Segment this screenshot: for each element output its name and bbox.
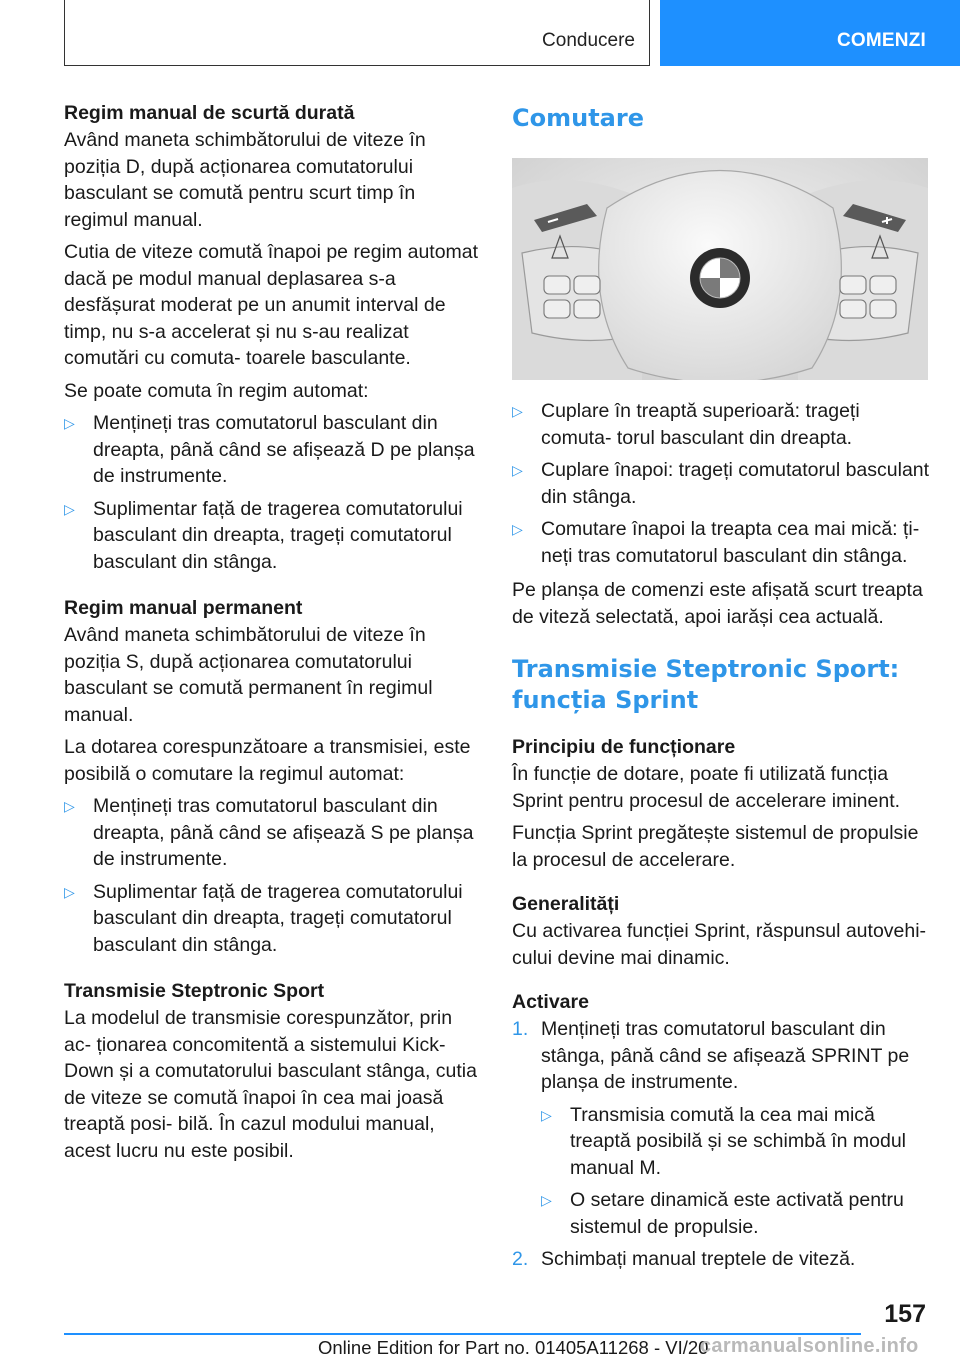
paragraph: În funcție de dotare, poate fi utilizată funcția Sprint pentru procesul de accelerare iminent. — [512, 763, 901, 812]
list-item: ▷ Mențineți tras comutatorul basculant din dreapta, până când se afișează S pe planșa de instrumente. — [64, 795, 474, 870]
heading-steptronic-sport: Transmisie Steptronic Sport — [64, 980, 325, 1002]
triangle-right-icon: ▷ — [64, 500, 75, 517]
paragraph: Având maneta schimbătorului de viteze în poziția D, după acționarea comutatorului basculant se comută pentru scurt timp în regimul manual. — [64, 129, 426, 231]
list-item: ▷ O setare dinamică este activată pentru sistemul de propulsie. — [541, 1189, 904, 1238]
triangle-right-icon: ▷ — [541, 1192, 552, 1208]
paragraph: Funcția Sprint pregătește sistemul de propulsie la procesul de accelerare. — [512, 822, 919, 871]
triangle-right-icon: ▷ — [64, 798, 75, 814]
page-number: 157 — [884, 1300, 926, 1328]
triangle-right-icon: ▷ — [512, 462, 523, 478]
paragraph: La modelul de transmisie corespunzător, prin ac‐ ționarea concomitentă a sistemului Kick-Down și a comutatorului basculant stânga, cutia de viteze se comută înapoi în cea mai joasă treaptă posi‐ bilă. În cazul modului manual, acest lucru nu este posibil. — [64, 1007, 477, 1162]
right-column — [512, 100, 930, 1279]
heading-permanent-manual: Regim manual permanent — [64, 597, 303, 619]
triangle-right-icon: ▷ — [64, 883, 75, 900]
heading-sprint-function: Transmisie Steptronic Sport: funcția Sprint — [512, 655, 900, 714]
header-chapter-title: COMENZI — [836, 30, 926, 51]
watermark: carmanualsonline.info — [700, 1335, 919, 1357]
triangle-right-icon: ▷ — [512, 521, 523, 537]
heading-general: Generalități — [512, 893, 620, 915]
footer-edition: Online Edition for Part no. 01405A11268 - VI/20 — [318, 1337, 709, 1358]
header-chapter-tab — [660, 0, 960, 66]
triangle-right-icon: ▷ — [541, 1106, 552, 1123]
list-item: 1. Mențineți tras comutatorul basculant din stânga, până când se afișează SPRINT pe planșa de instrumente. ▷ Transmisia comută la cea mai mică treaptă posibilă și se schimbă în modul manual M. ▷ O setare dinamică este activată pentru sistemul de propulsie. — [512, 1016, 930, 1240]
triangle-right-icon: ▷ — [512, 403, 523, 419]
heading-principle: Principiu de funcționare — [512, 736, 736, 758]
paragraph: La dotarea corespunzătoare a transmisiei, este posibilă o comutare la regimul automat: — [64, 736, 471, 785]
paragraph: Cu activarea funcției Sprint, răspunsul autovehi‐ cului devine mai dinamic. — [512, 920, 927, 969]
step-number: 2. — [512, 1248, 529, 1270]
list-item: ▷ Suplimentar față de tragerea comutatorului basculant din dreapta, trageți comutatorul basculant din stânga. — [64, 880, 463, 956]
list-item: ▷ Cuplare înapoi: trageți comutatorul basculant din stânga. — [512, 459, 930, 508]
bullet-list — [512, 398, 930, 569]
list-item: 2. Schimbați manual treptele de viteză. — [512, 1246, 930, 1273]
bullet-list — [541, 1102, 930, 1241]
list-item: ▷ Suplimentar față de tragerea comutatorului basculant din dreapta, trageți comutatorul basculant din stânga. — [64, 497, 463, 573]
list-item: ▷ Cuplare în treaptă superioară: trageți comuta‐ torul basculant din dreapta. — [512, 400, 860, 449]
left-column — [64, 100, 480, 1170]
bullet-list — [64, 410, 480, 575]
header-section-title: Conducere — [542, 30, 635, 51]
heading-activation: Activare — [512, 991, 589, 1013]
paragraph: Cutia de viteze comută înapoi pe regim automat dacă pe modul manual deplasarea s-a desfășurat moderat pe un anumit interval de timp, nu s-a accelerat și nu s-au realizat comutări cu comuta‐ toarele basculante. — [64, 241, 479, 369]
heading-comutare: Comutare — [512, 104, 644, 132]
list-item: ▷ Transmisia comută la cea mai mică treaptă posibilă și se schimbă în modul manual M. — [541, 1103, 907, 1179]
bullet-list — [64, 793, 480, 958]
paragraph: Având maneta schimbătorului de viteze în poziția S, după acționarea comutatorului basculant se comută permanent în regimul manual. — [64, 624, 433, 726]
list-item: ▷ Comutare înapoi la treapta cea mai mică: ți‐ neți tras comutatorul basculant din stânga. — [512, 518, 920, 567]
list-item: ▷ Mențineți tras comutatorul basculant din dreapta, până când se afișează D pe planșa de instrumente. — [64, 412, 475, 487]
steering-wheel-paddle-shifters-image — [512, 158, 928, 380]
triangle-right-icon: ▷ — [64, 415, 75, 431]
paragraph: Pe planșa de comenzi este afișată scurt treapta de viteză selectată, apoi iarăși cea actuală. — [512, 579, 923, 628]
heading-short-term-manual: Regim manual de scurtă durată — [64, 102, 355, 124]
step-number: 1. — [512, 1018, 529, 1040]
paragraph: Se poate comuta în regim automat: — [64, 379, 369, 402]
numbered-list — [512, 1016, 930, 1273]
header-section-box — [64, 0, 650, 66]
